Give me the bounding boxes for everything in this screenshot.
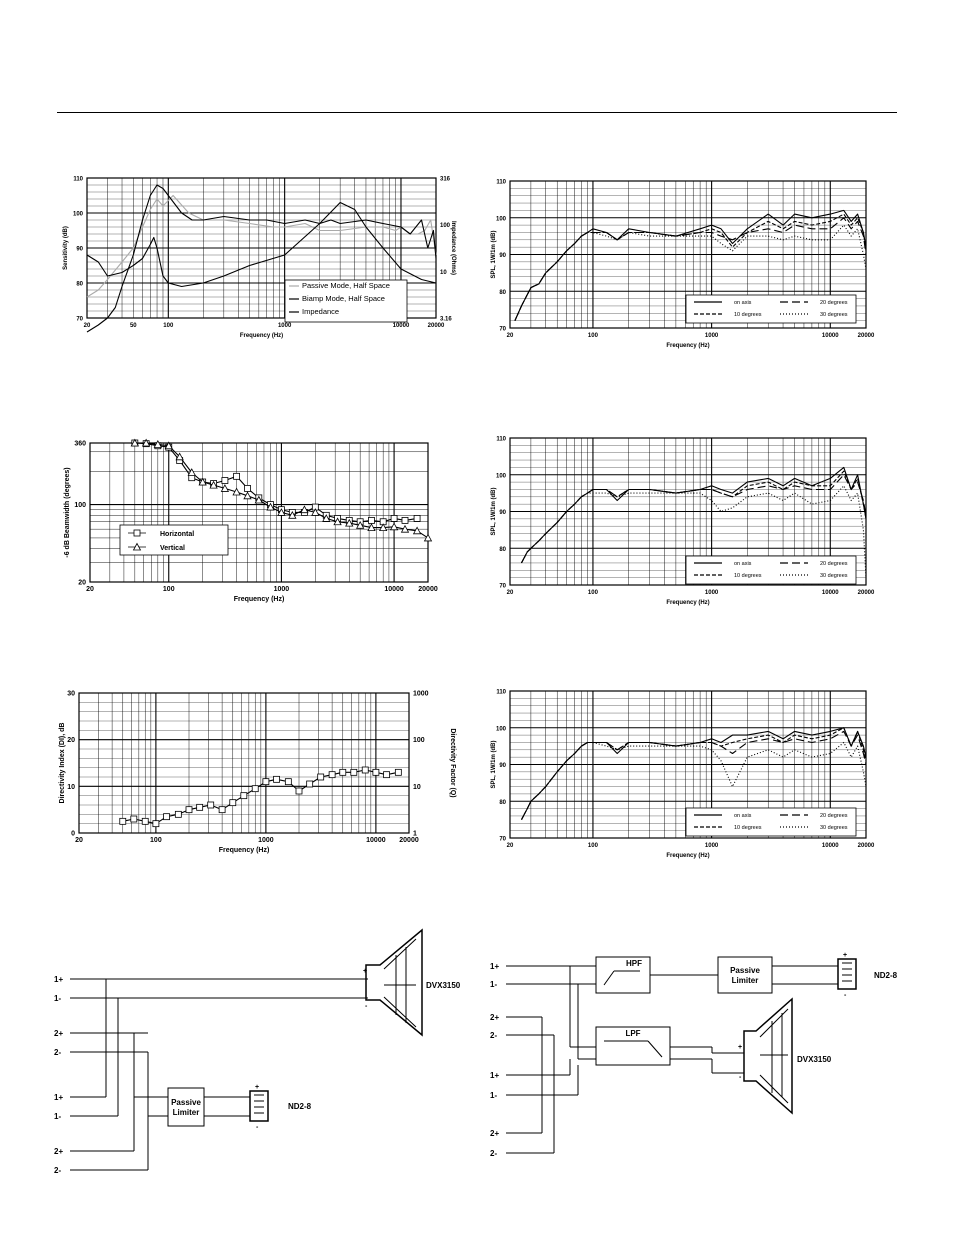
data-point (391, 515, 397, 521)
y-axis-label: Directivity Index (DI), dB (59, 722, 66, 804)
biamp-wiring-diagram (486, 945, 906, 1160)
sensitivity-chart (60, 170, 460, 345)
x-tick-label: 20 (83, 323, 91, 329)
horizontal-response-chart-3 (488, 685, 883, 863)
legend-label: 20 degrees (820, 561, 848, 567)
diag-a-woofer-plus: + (363, 968, 368, 975)
diag-a-woofer-minus: - (365, 1003, 368, 1010)
diag-a-term-1plus-bottom: 1+ (54, 1093, 64, 1102)
data-point (351, 769, 357, 775)
x-tick-label: 20 (86, 586, 94, 593)
x-tick-label: 100 (162, 586, 175, 593)
data-point (373, 769, 379, 775)
directivity-chart (55, 685, 465, 860)
y2-tick-label: 100 (413, 737, 425, 745)
legend-label: 20 degrees (820, 813, 848, 819)
x-axis-label: Frequency (Hz) (666, 343, 710, 349)
y-tick-label: 90 (499, 510, 506, 516)
plot-frame (79, 693, 409, 833)
legend-label: on axis (734, 561, 752, 567)
x-tick-label: 20000 (418, 586, 438, 593)
data-point (153, 821, 159, 827)
y2-tick-label: 100 (440, 223, 451, 230)
y-axis-label: -6 dB Beamwidth (degrees) (64, 467, 71, 558)
x-tick-label: 20 (506, 590, 514, 596)
y-tick-label: 80 (76, 281, 83, 288)
x-tick-label: 20000 (857, 333, 875, 339)
y-tick-label: 90 (499, 253, 506, 259)
plot-frame (90, 443, 428, 582)
data-point (219, 807, 225, 813)
y2-tick-label: 10 (440, 269, 447, 276)
x-tick-label: 20000 (399, 837, 419, 844)
data-point (222, 478, 228, 484)
data-point (402, 517, 408, 523)
data-point (241, 793, 247, 799)
data-point (252, 786, 258, 792)
y-tick-label: 110 (496, 689, 506, 696)
legend-label: 30 degrees (820, 312, 848, 318)
diag-b-term-1minus-mid: 1- (490, 1091, 498, 1100)
data-point (230, 800, 236, 806)
passive-wiring-diagram (50, 925, 470, 1180)
x-tick-label: 10000 (821, 333, 839, 339)
legend-label: 20 degrees (820, 300, 848, 306)
x-tick-label: 20000 (427, 323, 445, 329)
y-tick-label: 110 (73, 176, 83, 183)
y-tick-label: 90 (76, 246, 83, 253)
data-point (263, 779, 269, 785)
data-point (296, 788, 302, 794)
data-point (164, 814, 170, 820)
data-point (175, 811, 181, 817)
legend-label: on axis (734, 813, 752, 819)
diag-a-term-2minus-bottom: 2- (54, 1166, 62, 1175)
y-tick-label: 90 (499, 763, 506, 769)
horizontal-response-chart-2 (488, 432, 883, 610)
x-tick-label: 10000 (384, 586, 404, 593)
x-tick-label: 1000 (258, 837, 274, 844)
x-axis-label: Frequency (Hz) (239, 333, 284, 339)
x-tick-label: 20000 (857, 843, 875, 849)
y-axis-label: SPL, 1W/1m (dB) (491, 740, 497, 789)
y-tick-label: 100 (495, 216, 506, 223)
y-tick-label: 20 (67, 737, 75, 745)
data-point (368, 517, 374, 523)
x-tick-label: 10000 (821, 843, 839, 849)
x-axis-label: Frequency (Hz) (666, 600, 710, 606)
y2-tick-label: 1000 (413, 690, 429, 698)
data-point (318, 774, 324, 780)
data-point (131, 816, 137, 822)
y2-axis-label: Directivity Factor (Q) (449, 728, 456, 798)
data-point (244, 492, 251, 499)
data-point (362, 767, 368, 773)
data-point (285, 779, 291, 785)
horizontal-response-chart-1 (488, 175, 883, 353)
diag-a-limiter-label-2: Limiter (172, 1108, 200, 1117)
legend-label: 10 degrees (734, 825, 762, 831)
diag-a-term-2plus-bottom: 2+ (54, 1147, 64, 1156)
diag-b-driver-minus: - (844, 992, 847, 999)
legend-label: Biamp Mode, Half Space (302, 294, 385, 303)
y-axis-label: SPL, 1W/1m (dB) (491, 230, 497, 279)
y-tick-label: 0 (71, 830, 75, 838)
y-tick-label: 80 (499, 289, 506, 296)
x-tick-label: 100 (163, 323, 174, 329)
diag-a-term-1plus-top: 1+ (54, 975, 64, 984)
legend-label: Passive Mode, Half Space (302, 281, 390, 290)
y-tick-label: 70 (499, 583, 506, 590)
header-rule (57, 112, 897, 113)
data-point (414, 515, 420, 521)
y2-tick-label: 316 (440, 176, 451, 183)
y-tick-label: 70 (499, 836, 506, 843)
diag-b-hpf-label: HPF (626, 959, 642, 968)
data-point (274, 776, 280, 782)
data-point (208, 802, 214, 808)
diag-a-woofer-label: DVX3150 (426, 981, 461, 990)
diag-b-driver-plus: + (843, 952, 848, 959)
data-point (329, 772, 335, 778)
beamwidth-chart (60, 435, 460, 610)
x-tick-label: 20 (75, 837, 83, 844)
y-tick-label: 70 (499, 326, 506, 333)
diag-b-term-2plus-top: 2+ (490, 1013, 500, 1022)
diag-b-limiter-label-2: Limiter (731, 976, 759, 985)
diag-a-driver-minus: - (256, 1124, 259, 1131)
diag-a-driver-plus: + (255, 1084, 260, 1091)
x-tick-label: 100 (587, 843, 598, 849)
diag-b-term-1plus-mid: 1+ (490, 1071, 500, 1080)
legend-label: 30 degrees (820, 825, 848, 831)
data-point (425, 534, 432, 541)
diag-b-term-1plus-top: 1+ (490, 962, 500, 971)
diag-b-term-2minus-mid: 2- (490, 1149, 498, 1158)
x-tick-label: 1000 (704, 590, 719, 596)
y-tick-label: 110 (496, 179, 506, 186)
diag-a-term-1minus-bottom: 1- (54, 1112, 62, 1121)
diag-b-term-1minus-top: 1- (490, 980, 498, 989)
x-tick-label: 10000 (366, 837, 386, 844)
x-tick-label: 10000 (821, 590, 839, 596)
data-point (395, 769, 401, 775)
diag-a-term-1minus-top: 1- (54, 994, 62, 1003)
data-point (234, 473, 240, 479)
x-tick-label: 1000 (704, 333, 719, 339)
data-point (307, 781, 313, 787)
x-tick-label: 100 (150, 837, 162, 844)
legend-label: 30 degrees (820, 573, 848, 579)
x-axis-label: Frequency (Hz) (218, 847, 270, 854)
data-point (340, 769, 346, 775)
x-tick-label: 50 (129, 323, 137, 329)
legend-label: 10 degrees (734, 573, 762, 579)
y-tick-label: 10 (67, 783, 75, 791)
data-point (245, 485, 251, 491)
legend-label: Vertical (160, 545, 185, 552)
data-point (120, 818, 126, 824)
x-tick-label: 100 (587, 590, 598, 596)
x-axis-label: Frequency (Hz) (666, 853, 710, 859)
series-line (87, 203, 436, 287)
x-tick-label: 10000 (392, 323, 410, 329)
y-tick-label: 110 (496, 436, 506, 443)
y-tick-label: 70 (76, 316, 83, 323)
data-point (186, 807, 192, 813)
y-tick-label: 80 (499, 546, 506, 553)
y-tick-label: 20 (78, 579, 86, 587)
diag-b-term-2plus-mid: 2+ (490, 1129, 500, 1138)
legend-label: 10 degrees (734, 312, 762, 318)
x-tick-label: 1000 (273, 586, 290, 593)
y-tick-label: 100 (74, 502, 86, 510)
y-tick-label: 80 (499, 799, 506, 806)
y2-tick-label: 10 (413, 783, 421, 791)
diag-a-limiter-label-1: Passive (171, 1098, 201, 1107)
x-tick-label: 20 (506, 843, 514, 849)
diag-a-driver-label: ND2-8 (288, 1102, 312, 1111)
x-axis-label: Frequency (Hz) (233, 596, 285, 603)
x-tick-label: 20000 (857, 590, 875, 596)
y2-tick-label: 3.16 (440, 316, 452, 323)
data-point (142, 818, 148, 824)
diag-b-term-2minus-top: 2- (490, 1031, 498, 1040)
legend-label: Impedance (302, 307, 340, 316)
x-tick-label: 1000 (704, 843, 719, 849)
diag-b-woofer-minus: - (739, 1074, 742, 1081)
data-point (197, 804, 203, 810)
x-tick-label: 1000 (277, 323, 292, 329)
data-point (384, 772, 390, 778)
y-tick-label: 100 (495, 473, 506, 480)
diag-a-term-2plus-top: 2+ (54, 1029, 64, 1038)
y-axis-label: SPL, 1W/1m (dB) (491, 487, 497, 536)
y-tick-label: 30 (67, 690, 75, 698)
diag-b-driver-label: ND2-8 (874, 971, 898, 980)
x-tick-label: 100 (587, 333, 598, 339)
legend-marker (134, 530, 140, 536)
legend-label: Horizontal (160, 531, 195, 538)
y-tick-label: 100 (495, 726, 506, 733)
diag-b-lpf-label: LPF (625, 1029, 641, 1038)
y-tick-label: 100 (72, 211, 83, 218)
diag-b-woofer-label: DVX3150 (797, 1055, 832, 1064)
series-line (522, 731, 867, 819)
diag-b-woofer-plus: + (738, 1044, 743, 1051)
y-tick-label: 360 (74, 440, 86, 448)
y-axis-label: Sensitivity (dB) (63, 226, 69, 270)
y2-axis-label: Impedance (Ohms) (450, 220, 456, 276)
diag-a-term-2minus-top: 2- (54, 1048, 62, 1057)
y2-tick-label: 1 (413, 830, 417, 838)
legend-label: on axis (734, 300, 752, 306)
x-tick-label: 20 (506, 333, 514, 339)
diag-b-limiter-label-1: Passive (730, 966, 760, 975)
